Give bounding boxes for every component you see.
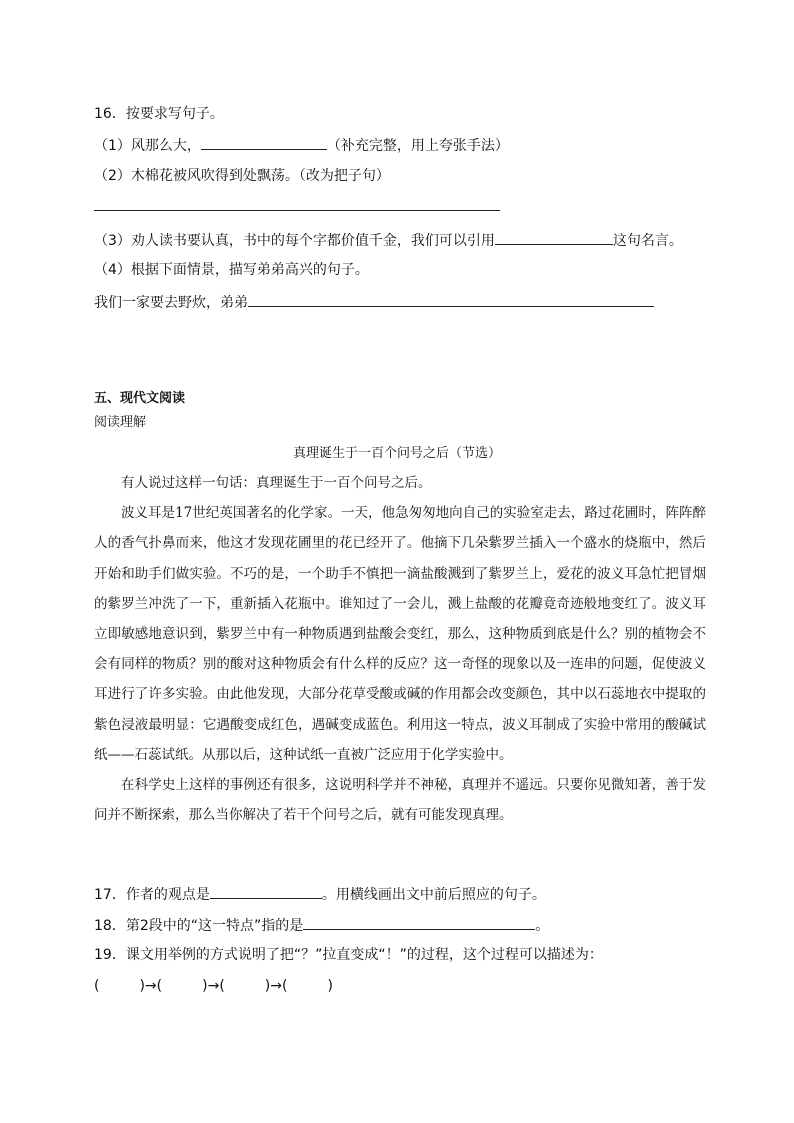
q19-chain-close: ): [327, 978, 333, 994]
q16-item1-suffix: （补充完整，用上夸张手法）: [326, 138, 509, 154]
passage-body: [94, 468, 706, 830]
q17-suffix: 。用横线画出文中前后照应的句子。: [321, 887, 546, 903]
q19-chain-open: (: [94, 978, 100, 994]
q19-chain-arrow-3: )→(: [264, 978, 288, 994]
q16-item3-prefix: （3）劝人读书要认真，书中的每个字都价值千金，我们可以引用: [94, 233, 495, 249]
section-heading-text: 五、现代文阅读: [94, 391, 186, 406]
q16-item2-text: （2）木棉花被风吹得到处飘荡。（改为把子句）: [94, 168, 390, 184]
q19-chain: [94, 976, 333, 996]
q19-text: 19．课文用举例的方式说明了把“？”拉直变成“！”的过程，这个过程可以描述为：: [94, 947, 603, 963]
q16-item2: [94, 166, 390, 186]
q18-prefix: 18．第2段中的“这一特点”指的是: [94, 918, 304, 934]
q16-item3: [94, 229, 683, 251]
q16-item4-line-prefix: 我们一家要去野炊，弟弟: [94, 295, 248, 311]
q18-suffix: 。: [535, 918, 550, 934]
q19-chain-arrow-2: )→(: [202, 978, 225, 994]
q16-item4-answer-blank[interactable]: [248, 291, 654, 307]
q18-answer-blank[interactable]: [303, 914, 535, 930]
q16-item4-line: [94, 291, 654, 313]
q16-item2-answer-line[interactable]: [94, 210, 500, 211]
q16-item4-text: （4）根据下面情景，描写弟弟高兴的句子。: [94, 262, 369, 278]
passage-paragraph-3: 在科学史上这样的事例还有很多，这说明科学并不神秘，真理并不遥远。只要你见微知著，善于发问并不断探索，那么当你解决了若干个问号之后，就有可能发现真理。: [94, 777, 706, 824]
section-subheading-text: 阅读理解: [94, 415, 147, 430]
q18: [94, 914, 549, 936]
q16-item4: [94, 260, 369, 280]
q17: [94, 883, 546, 905]
q16-item1-prefix: （1）风那么大，: [94, 138, 201, 154]
q19-chain-arrow-1: )→(: [139, 978, 163, 994]
passage-title: 真理诞生于一百个问号之后（节选）: [292, 446, 501, 461]
q17-prefix: 17．作者的观点是: [94, 887, 210, 903]
section-heading: [94, 389, 185, 409]
q16-item3-suffix: 这句名言。: [612, 233, 683, 249]
q16-item3-answer-blank[interactable]: [495, 229, 613, 245]
passage-paragraph-2: 波义耳是17世纪英国著名的化学家。一天，他急匆匆地向自己的实验室走去，路过花圃时，阵阵醉人的香气扑鼻而来，他这才发现花圃里的花已经开了。他摘下几朵紫罗兰插入一个盛水的烧瓶中，然后开始和助手们做实验。不巧的是，一个助手不慎把一滴盐酸溅到了紫罗兰上，爱花的波义耳急忙把冒烟的紫罗兰冲洗了一下，重新插入花瓶中。谁知过了一会儿，溅上盐酸的花瓣竟奇迹般地变红了。波义耳立即敏感地意识到，紫罗兰中有一种物质遇到盐酸会变红，那么，这种物质到底是什么？别的植物会不会有同样的物质？别的酸对这种物质会有什么样的反应？这一奇怪的现象以及一连串的问题，促使波义耳进行了许多实验。由此他发现，大部分花草受酸或碱的作用都会改变颜色，其中以石蕊地衣中提取的紫色浸液最明显：它遇酸变成红色，遇碱变成蓝色。利用这一特点，波义耳制成了实验中常用的酸碱试纸——石蕊试纸。从那以后，这种试纸一直被广泛应用于化学实验中。: [94, 505, 706, 763]
q16-item1-answer-blank[interactable]: [201, 134, 327, 150]
q16-header: [94, 104, 224, 124]
q17-answer-blank[interactable]: [210, 883, 322, 899]
q19: [94, 945, 603, 965]
q16-header-text: 16．按要求写句子。: [94, 106, 224, 122]
passage-paragraph-1: 有人说过这样一句话：真理诞生于一百个问号之后。: [121, 475, 432, 491]
section-subheading: [94, 413, 146, 433]
q16-item1: [94, 134, 509, 156]
